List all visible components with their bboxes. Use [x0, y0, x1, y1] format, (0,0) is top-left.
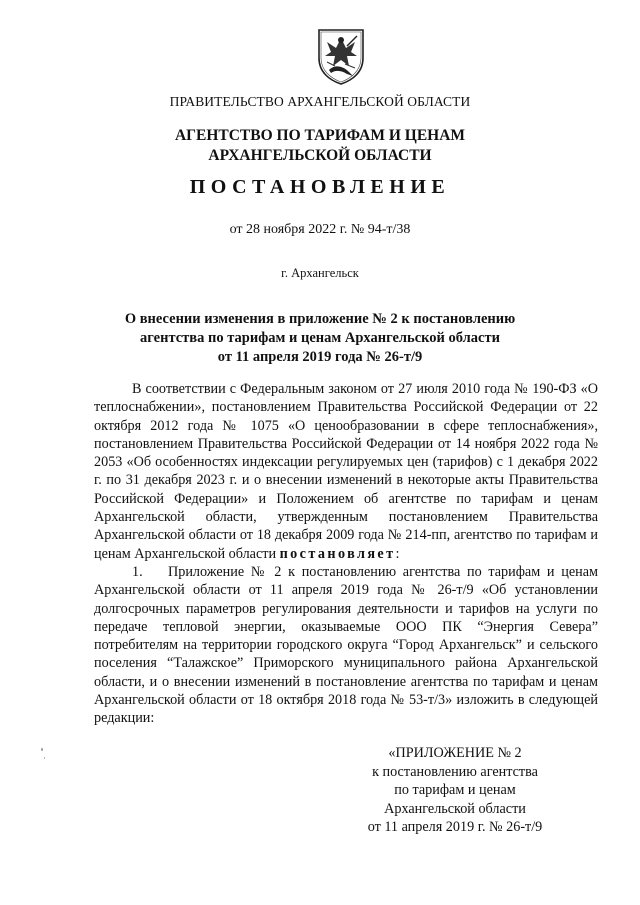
subject-line3: от 11 апреля 2019 года № 26-т/9: [217, 349, 423, 365]
appendix-line1: «ПРИЛОЖЕНИЕ № 2: [388, 745, 522, 761]
subject-line1: О внесении изменения в приложение № 2 к постановлению: [124, 311, 516, 327]
coat-of-arms-emblem-icon: [313, 26, 369, 86]
document-body: [94, 380, 598, 728]
item-1-paragraph: [94, 563, 598, 728]
appendix-line4: Архангельской области: [384, 800, 526, 817]
appendix-line3: по тарифам и ценам: [394, 782, 516, 798]
item-1-text: Приложение № 2 к постановлению агентства по тарифам и ценам Архангельской области от 11 апреля 2019 года № 26-т/9 «Об установлении долгосрочных параметров регулирования деятельности и тарифов на услуги по передаче тепловой энергии, оказываемые ООО ПК “Энергия Севера” потребителям на территории городского округа “Город Архангельск” и сельского поселения “Талажское” Приморского муниципального района Архангельской области, и о внесении изменений в постановление агентства по тарифам и ценам Архангельской области от 18 октября 2018 года № 53-т/3» изложить в следующей редакции:: [94, 563, 598, 727]
document-date-number: от 28 ноября 2022 г. № 94-т/38: [229, 222, 411, 237]
appendix-header: [350, 744, 560, 837]
resolves-suffix: :: [395, 545, 400, 562]
scan-speck: [41, 748, 43, 751]
document-city: г. Архангельск: [281, 266, 359, 280]
scan-speck: [44, 757, 45, 759]
government-name: ПРАВИТЕЛЬСТВО АРХАНГЕЛЬСКОЙ ОБЛАСТИ: [169, 94, 471, 109]
document-type-title: ПОСТАНОВЛЕНИЕ: [189, 176, 451, 198]
item-1-number: 1.: [132, 563, 143, 580]
agency-name-line1: АГЕНТСТВО ПО ТАРИФАМ И ЦЕНАМ: [174, 127, 466, 144]
document-subject: [0, 310, 640, 367]
preamble-paragraph: [94, 380, 598, 563]
resolves-word: постановляет: [279, 545, 396, 562]
appendix-line2: к постановлению агентства: [372, 763, 538, 780]
agency-name: [0, 126, 640, 166]
appendix-line5: от 11 апреля 2019 г. № 26-т/9: [367, 819, 543, 835]
agency-name-line2: АРХАНГЕЛЬСКОЙ ОБЛАСТИ: [208, 147, 432, 164]
preamble-text: В соответствии с Федеральным законом от 27 июля 2010 года № 190-ФЗ «О теплоснабжении», постановлением Правительства Российской Федерации от 22 октября 2012 года № 1075 «О ценообразовании в сфере теплоснабжения», постановлением Правительства Российской Федерации от 14 ноября 2022 года № 2053 «Об особенностях индексации регулируемых цен (тарифов) с 1 декабря 2022 г. по 31 декабря 2023 г. и о внесении изменений в некоторые акты Правительства Российской Федерации» и Положением об агентстве по тарифам и ценам Архангельской области, утвержденным постановлением Правительства Архангельской области от 18 декабря 2009 года № 214-пп, агентство по тарифам и ценам Архангельской области: [94, 381, 598, 562]
subject-line2: агентства по тарифам и ценам Архангельской области: [140, 330, 500, 346]
